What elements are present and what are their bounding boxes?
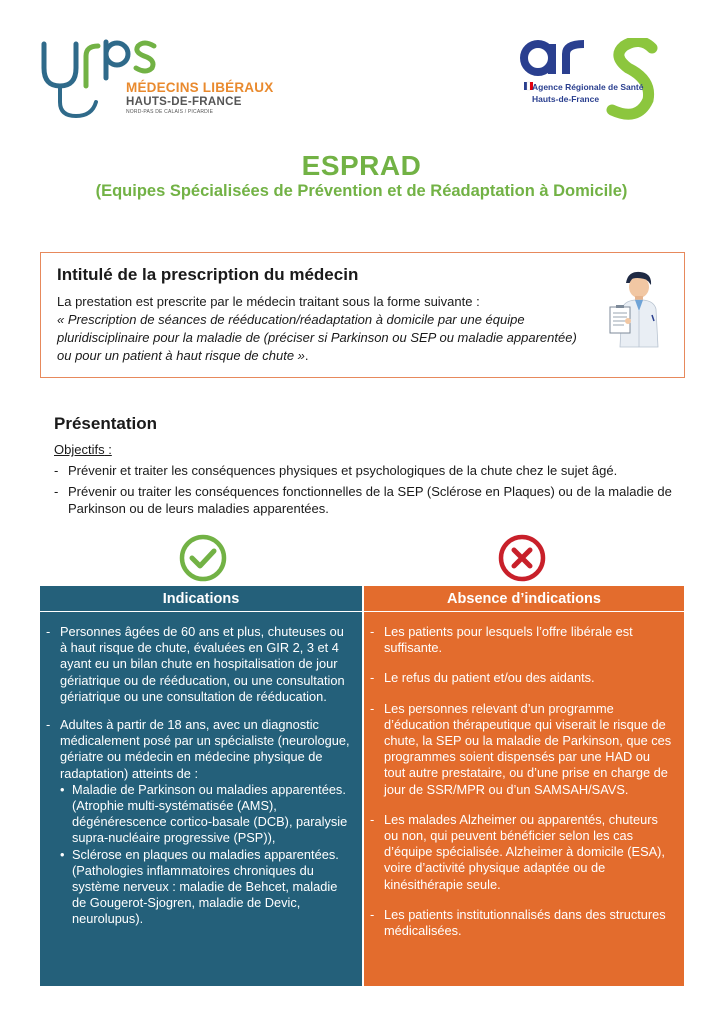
ars-line1: Agence Régionale de Santé	[532, 82, 644, 92]
prescription-quote: « Prescription de séances de rééducation/réadaptation à domicile par une équipe pluridisciplinaire pour la maladie de (préciser si Parkinson ou SEP ou maladie apparentée) ou pour un patient à haut risque de chute »	[57, 312, 577, 363]
ars-line2: Hauts-de-France	[532, 94, 600, 104]
presentation-title: Présentation	[54, 414, 157, 433]
prescription-body	[57, 293, 577, 365]
indications-list	[40, 612, 362, 928]
doctor-illustration	[606, 269, 670, 349]
indication-subitem	[60, 847, 352, 928]
absence-item: - Les personnes relevant d’un programme d’éducation thérapeutique qui viserait le risque de chute, la SEP ou la maladie de Parkinson, que ces programmes soient dispensés par une HAD ou tout autre prestataire, ou d’une prise en charge de jour de SSR/MPR ou d’un SAMSAH/SAVS.	[370, 701, 674, 798]
ars-logo	[520, 38, 670, 122]
indication-item: - Personnes âgées de 60 ans et plus, chuteuses ou à haut risque de chute, évaluées en GIR 2, 3 et 4 ayant eu un bilan chute en hospitalisation de jour gériatrique ou de rééducation, ou une consultation gériatrique ou une consultation de rééducation.	[46, 624, 352, 705]
prescription-title: Intitulé de la prescription du médecin	[57, 265, 359, 284]
objective-item: - Prévenir et traiter les conséquences physiques et psychologiques de la chute chez le sujet âgé.	[54, 462, 684, 479]
absence-item: - Les patients pour lesquels l’offre libérale est suffisante.	[370, 624, 674, 656]
check-circle-icon	[176, 534, 230, 582]
page-subtitle: (Equipes Spécialisées de Prévention et de Réadaptation à Domicile)	[95, 182, 628, 200]
indications-panel	[40, 586, 362, 986]
indication-item	[46, 717, 352, 928]
objectives-label: Objectifs	[54, 442, 105, 457]
prescription-box	[40, 252, 685, 378]
objective-item: - Prévenir ou traiter les conséquences fonctionnelles de la SEP (Sclérose en Plaques) ou de la maladie de Parkinson ou de leurs maladies apparentées.	[54, 483, 684, 517]
urps-line3: NORD-PAS DE CALAIS / PICARDIE	[126, 109, 214, 115]
absence-panel	[364, 586, 684, 986]
indication-subitem	[60, 782, 352, 847]
indication-item-text: Adultes à partir de 18 ans, avec un diagnostic médicalement posé par un spécialiste (neurologue, gériatre ou médecin en médecine physique de radaptation) atteints de :	[60, 717, 350, 781]
indication-sublist	[60, 782, 352, 928]
absence-header: Absence d’indications	[364, 586, 684, 612]
absence-item: - Le refus du patient et/ou des aidants.	[370, 670, 674, 686]
prescription-intro: La prestation est prescrite par le médecin traitant sous la forme suivante :	[57, 294, 480, 309]
objectives-suffix: :	[104, 442, 112, 457]
urps-line2: HAUTS-DE-FRANCE	[126, 95, 242, 108]
absence-item: - Les patients institutionnalisés dans des structures médicalisées.	[370, 907, 674, 939]
indication-subitem-note: (Atrophie multi-systématisée (AMS), dégénérescence cortico-basale (DCB), paralysie supra-nucléaire progressive (PSP)),	[72, 798, 348, 846]
page-title: ESPRAD	[301, 150, 422, 181]
cross-circle-icon	[495, 534, 549, 582]
objectives-list	[54, 462, 684, 521]
indication-subitem-note: (Pathologies inflammatoires chroniques du système nerveux : maladie de Behcet, maladie de Gougerot-Sjogren, maladie de Devic, neurolupus).	[72, 862, 338, 927]
absence-list	[364, 612, 684, 939]
prescription-quote-end: .	[304, 348, 309, 363]
urps-logo	[40, 38, 280, 120]
objectives-label-line	[54, 442, 112, 457]
prescription-quote-line	[57, 311, 577, 365]
indication-subitem-label: Maladie de Parkinson ou maladies apparentées.	[72, 781, 346, 797]
indications-header: Indications	[40, 586, 362, 612]
urps-line1: MÉDECINS LIBÉRAUX	[126, 80, 274, 95]
indication-subitem-label: Sclérose en plaques ou maladies apparentées.	[72, 846, 339, 862]
absence-item: - Les malades Alzheimer ou apparentés, chuteurs ou non, qui peuvent bénéficier selon les cas d’équipe spécialisée. Alzheimer à domicile (ESA), voire d’activité physique adaptée ou de kinésithérapie seule.	[370, 812, 674, 893]
ars-wordmark-graphic	[520, 38, 670, 122]
